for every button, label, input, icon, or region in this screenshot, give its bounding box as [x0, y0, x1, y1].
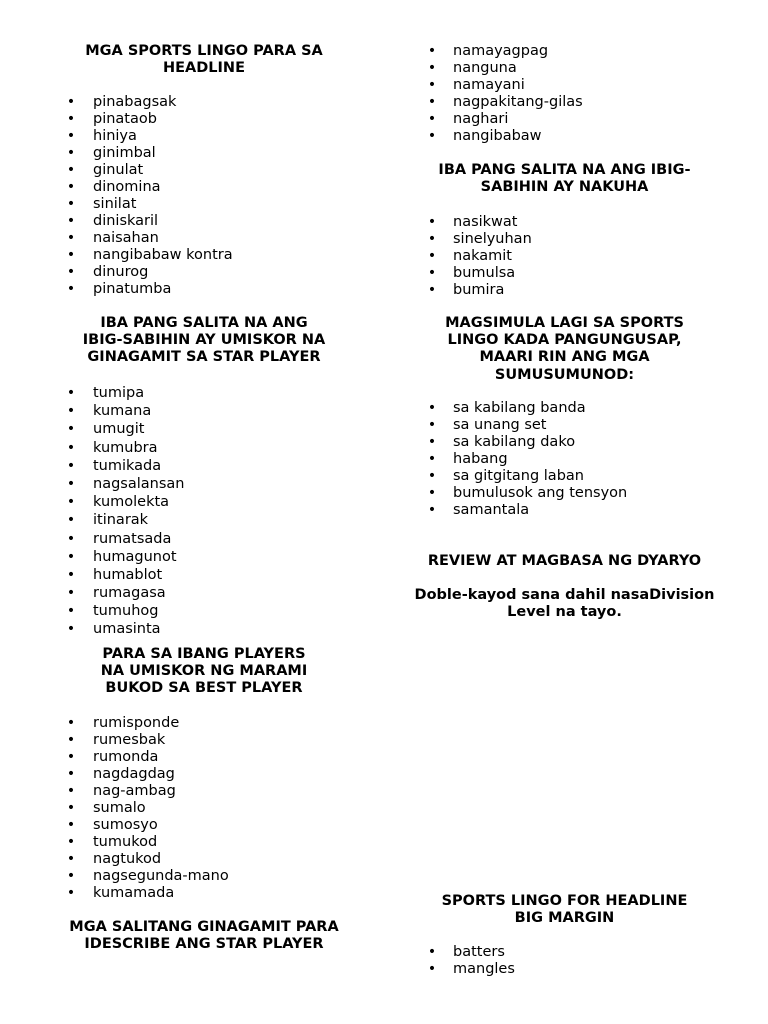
- list-item: [44, 213, 233, 230]
- bullet-icon: •: [66, 281, 76, 297]
- list-item: [44, 264, 233, 281]
- bullet-icon: •: [66, 868, 76, 884]
- list-item: [44, 230, 233, 247]
- section-heading: [412, 553, 717, 570]
- list-item: [44, 457, 184, 475]
- bullet-icon: •: [66, 403, 76, 420]
- list-item-text: sinilat: [93, 196, 137, 212]
- list-item: [412, 128, 583, 145]
- list-item-text: rumonda: [93, 749, 159, 765]
- heading-line: LINGO KADA PANGUNGUSAP,: [447, 332, 682, 349]
- heading-line: PARA SA IBANG PLAYERS: [102, 646, 306, 662]
- list-item: [412, 400, 627, 417]
- list-item: [412, 43, 583, 60]
- list-item: [412, 77, 583, 94]
- heading-line: MGA SALITANG GINAGAMIT PARA: [69, 919, 339, 935]
- list-item-text: humablot: [93, 566, 163, 583]
- list-item: [412, 231, 532, 248]
- list-item: [412, 468, 627, 485]
- list-item: [44, 715, 229, 732]
- list-item: [412, 214, 532, 231]
- list-item: [44, 868, 229, 885]
- bullet-icon: •: [427, 94, 437, 110]
- bullet-icon: •: [66, 530, 76, 547]
- list-item: [44, 179, 233, 196]
- heading-line: MAARI RIN ANG MGA: [479, 349, 650, 366]
- bullet-icon: •: [427, 502, 437, 518]
- bullet-icon: •: [66, 196, 76, 212]
- list-item: [44, 548, 184, 566]
- bullet-icon: •: [66, 749, 76, 765]
- list-item-text: kumana: [93, 403, 152, 420]
- list-item: [44, 439, 184, 457]
- list-item: [412, 111, 583, 128]
- list-item: [412, 502, 627, 519]
- list-item-text: bumira: [453, 282, 505, 298]
- list-item-text: batters: [453, 944, 505, 960]
- bullet-icon: •: [66, 475, 76, 492]
- list-item: [44, 145, 233, 162]
- bullet-icon: •: [66, 179, 76, 195]
- list-item-text: ginimbal: [93, 145, 156, 161]
- list-item: [412, 961, 515, 978]
- bullet-icon: •: [66, 885, 76, 901]
- reminder-note: [412, 587, 717, 621]
- list-item-text: ginulat: [93, 162, 144, 178]
- bullet-icon: •: [66, 585, 76, 602]
- list-item: [412, 434, 627, 451]
- section-heading: [412, 162, 717, 196]
- list-item-text: naghari: [453, 111, 509, 127]
- list-item: [44, 851, 229, 868]
- list-item: [44, 732, 229, 749]
- list-item-text: kumolekta: [93, 494, 170, 511]
- list-item-text: itinarak: [93, 512, 149, 529]
- section-heading: [44, 315, 364, 367]
- list-item-text: diniskaril: [93, 213, 159, 229]
- bullet-icon: •: [427, 111, 437, 127]
- bullet-icon: •: [66, 421, 76, 438]
- list-item-text: rumesbak: [93, 732, 166, 748]
- list-item: [44, 94, 233, 111]
- heading-line: HEADLINE: [163, 60, 245, 77]
- bullet-icon: •: [66, 621, 76, 638]
- bullet-icon: •: [66, 230, 76, 246]
- list-item-text: tumuhog: [93, 603, 159, 620]
- bullet-icon: •: [427, 282, 437, 298]
- bullet-icon: •: [427, 214, 437, 230]
- heading-line: NA UMISKOR NG MARAMI: [100, 663, 308, 680]
- heading-line: Doble-kayod sana dahil nasa: [414, 587, 650, 603]
- list-item-text: umasinta: [93, 621, 161, 638]
- list-item-text: nagsegunda-mano: [93, 868, 229, 884]
- list-item: [44, 111, 233, 128]
- list-item-text: naisahan: [93, 230, 159, 246]
- bullet-icon: •: [427, 231, 437, 247]
- list-item-text: rumagasa: [93, 585, 166, 602]
- list-item-text: nagdagdag: [93, 766, 175, 782]
- list-item-text: nangibabaw kontra: [93, 247, 233, 263]
- bullet-icon: •: [66, 111, 76, 127]
- list-item: [412, 944, 515, 961]
- word-list: [44, 384, 184, 639]
- list-item-text: rumisponde: [93, 715, 180, 731]
- list-item: [44, 783, 229, 800]
- heading-line: SPORTS LINGO FOR HEADLINE: [441, 893, 688, 909]
- list-item-text: tumikada: [93, 457, 162, 474]
- bullet-icon: •: [66, 385, 76, 401]
- list-item: [44, 834, 229, 851]
- list-item-text: sa kabilang banda: [453, 400, 586, 416]
- bullet-icon: •: [66, 457, 76, 474]
- list-item: [44, 602, 184, 620]
- list-item: [412, 451, 627, 468]
- word-list: [412, 43, 583, 145]
- list-item: [412, 417, 627, 434]
- list-item-text: samantala: [453, 502, 530, 518]
- list-item-text: bumulsa: [453, 265, 516, 281]
- list-item-text: hiniya: [93, 128, 137, 144]
- list-item: [44, 196, 233, 213]
- word-list: [412, 400, 627, 519]
- list-item-text: tumipa: [93, 385, 145, 401]
- bullet-icon: •: [66, 145, 76, 161]
- bullet-icon: •: [66, 264, 76, 280]
- word-list: [412, 944, 515, 978]
- list-item-text: nagpakitang-gilas: [453, 94, 583, 110]
- list-item-text: nangibabaw: [453, 128, 542, 144]
- heading-line: IBA PANG SALITA NA ANG: [100, 315, 308, 331]
- bullet-icon: •: [427, 485, 437, 501]
- list-item-text: namayagpag: [453, 43, 549, 59]
- list-item-text: kumamada: [93, 885, 175, 901]
- bullet-icon: •: [427, 77, 437, 93]
- list-item-text: kumubra: [93, 439, 158, 456]
- list-item: [412, 248, 532, 265]
- list-item: [44, 475, 184, 493]
- list-item-text: nakamit: [453, 248, 512, 264]
- list-item: [412, 60, 583, 77]
- bullet-icon: •: [427, 43, 437, 59]
- heading-line: SUMUSUMUNOD:: [494, 366, 635, 383]
- bullet-icon: •: [66, 439, 76, 456]
- list-item: [44, 566, 184, 584]
- bullet-icon: •: [66, 128, 76, 144]
- list-item-text: tumukod: [93, 834, 158, 850]
- section-heading: [412, 315, 717, 384]
- bullet-icon: •: [427, 60, 437, 76]
- list-item-text: sa kabilang dako: [453, 434, 576, 450]
- section-heading: [44, 43, 364, 77]
- list-item-text: sinelyuhan: [453, 231, 532, 247]
- bullet-icon: •: [66, 213, 76, 229]
- bullet-icon: •: [427, 961, 437, 977]
- list-item: [44, 247, 233, 264]
- heading-line: IBIG-SABIHIN AY UMISKOR NA: [82, 332, 326, 349]
- list-item-text: humagunot: [93, 548, 177, 565]
- bullet-icon: •: [427, 434, 437, 450]
- list-item-text: dinurog: [93, 264, 149, 280]
- list-item: [412, 94, 583, 111]
- list-item: [44, 281, 233, 298]
- heading-line: SABIHIN AY NAKUHA: [480, 179, 649, 196]
- bullet-icon: •: [66, 817, 76, 833]
- bullet-icon: •: [66, 800, 76, 816]
- bullet-icon: •: [66, 548, 76, 565]
- bullet-icon: •: [66, 566, 76, 583]
- list-item-text: sa unang set: [453, 417, 547, 433]
- list-item-text: dinomina: [93, 179, 161, 195]
- section-heading: [44, 919, 364, 953]
- list-item: [44, 162, 233, 179]
- list-item: [44, 817, 229, 834]
- list-item: [44, 749, 229, 766]
- list-item-text: bumulusok ang tensyon: [453, 485, 628, 501]
- list-item-text: umugit: [93, 421, 145, 438]
- bullet-icon: •: [427, 400, 437, 416]
- bullet-icon: •: [427, 128, 437, 144]
- heading-line: REVIEW AT MAGBASA NG DYARYO: [427, 553, 702, 569]
- section-heading: [412, 893, 717, 927]
- heading-line: MAGSIMULA LAGI SA SPORTS: [445, 315, 684, 331]
- word-list: [44, 94, 233, 298]
- list-item-text: pinatumba: [93, 281, 172, 297]
- heading-line: GINAGAMIT SA STAR PLAYER: [87, 349, 321, 366]
- list-item-text: namayani: [453, 77, 525, 93]
- list-item-text: sumosyo: [93, 817, 158, 833]
- bullet-icon: •: [66, 162, 76, 178]
- bullet-icon: •: [66, 732, 76, 748]
- section-heading: [44, 646, 364, 698]
- bullet-icon: •: [427, 417, 437, 433]
- heading-line: IBA PANG SALITA NA ANG IBIG-: [438, 162, 691, 178]
- list-item: [44, 384, 184, 402]
- bullet-icon: •: [66, 715, 76, 731]
- heading-line: BIG MARGIN: [514, 910, 615, 927]
- list-item: [44, 128, 233, 145]
- list-item-text: mangles: [453, 961, 515, 977]
- word-list: [412, 214, 532, 299]
- bullet-icon: •: [66, 512, 76, 529]
- list-item: [44, 530, 184, 548]
- list-item-text: rumatsada: [93, 530, 172, 547]
- heading-line: Division Level na tayo.: [507, 587, 715, 621]
- bullet-icon: •: [427, 451, 437, 467]
- list-item: [44, 766, 229, 783]
- list-item: [412, 282, 532, 299]
- bullet-icon: •: [66, 783, 76, 799]
- bullet-icon: •: [66, 494, 76, 511]
- word-list: [44, 715, 229, 902]
- list-item-text: nagsalansan: [93, 475, 185, 492]
- list-item-text: nag-ambag: [93, 783, 176, 799]
- list-item-text: nanguna: [453, 60, 517, 76]
- bullet-icon: •: [427, 468, 437, 484]
- list-item: [44, 420, 184, 438]
- list-item-text: nasikwat: [453, 214, 518, 230]
- bullet-icon: •: [66, 94, 76, 110]
- list-item: [412, 485, 627, 502]
- list-item: [44, 800, 229, 817]
- bullet-icon: •: [66, 766, 76, 782]
- list-item: [412, 265, 532, 282]
- list-item-text: pinataob: [93, 111, 157, 127]
- list-item: [44, 584, 184, 602]
- heading-line: IDESCRIBE ANG STAR PLAYER: [84, 936, 324, 953]
- heading-line: BUKOD SA BEST PLAYER: [105, 680, 303, 697]
- list-item: [44, 885, 229, 902]
- bullet-icon: •: [427, 265, 437, 281]
- list-item: [44, 511, 184, 529]
- list-item-text: nagtukod: [93, 851, 162, 867]
- bullet-icon: •: [66, 603, 76, 620]
- list-item-text: sa gitgitang laban: [453, 468, 584, 484]
- bullet-icon: •: [66, 834, 76, 850]
- bullet-icon: •: [427, 248, 437, 264]
- bullet-icon: •: [66, 851, 76, 867]
- list-item-text: sumalo: [93, 800, 146, 816]
- bullet-icon: •: [427, 944, 437, 960]
- list-item: [44, 402, 184, 420]
- list-item-text: pinabagsak: [93, 94, 177, 110]
- list-item: [44, 620, 184, 638]
- list-item-text: habang: [453, 451, 508, 467]
- heading-line: MGA SPORTS LINGO PARA SA: [85, 43, 323, 59]
- list-item: [44, 493, 184, 511]
- bullet-icon: •: [66, 247, 76, 263]
